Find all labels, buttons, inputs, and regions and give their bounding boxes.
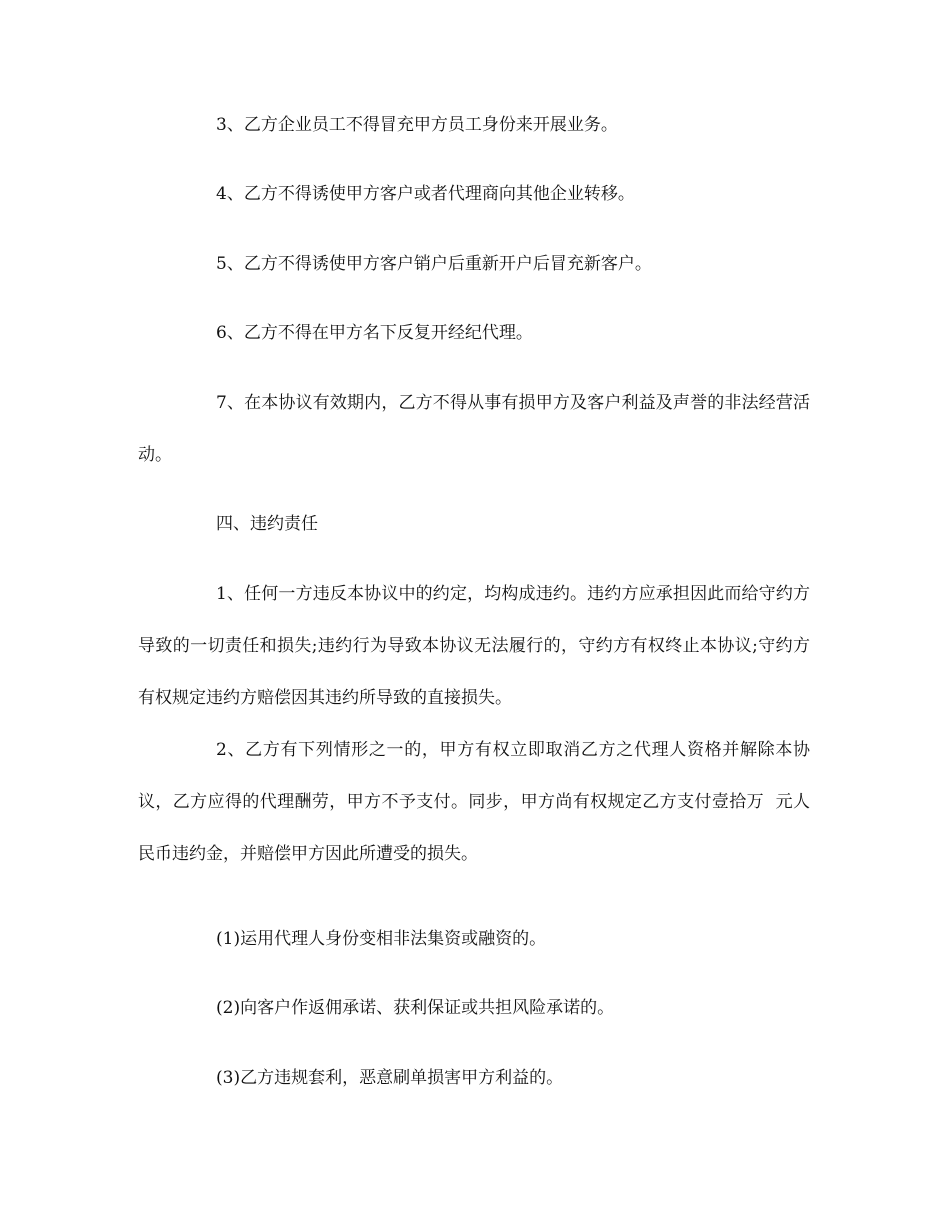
- paragraph-clause-4: 4、乙方不得诱使甲方客户或者代理商向其他企业转移。: [216, 184, 635, 204]
- list-item-breach-case-2: (2)向客户作返佣承诺、获利保证或共担风险承诺的。: [216, 998, 615, 1018]
- paragraph-clause-3: 3、乙方企业员工不得冒充甲方员工身份来开展业务。: [216, 115, 618, 135]
- list-item-breach-case-1: (1)运用代理人身份变相非法集资或融资的。: [216, 929, 547, 949]
- list-item-breach-case-3: (3)乙方违规套利，恶意刷单损害甲方利益的。: [216, 1068, 564, 1088]
- section-heading-breach: 四、违约责任: [216, 514, 318, 534]
- paragraph-clause-5: 5、乙方不得诱使甲方客户销户后重新开户后冒充新客户。: [216, 254, 652, 274]
- paragraph-clause-6: 6、乙方不得在甲方名下反复开经纪代理。: [216, 323, 533, 343]
- paragraph-breach-1: 1、任何一方违反本协议中的约定，均构成违约。违约方应承担因此而给守约方导致的一切责任和损失;违约行为导致本协议无法履行的，守约方有权终止本协议;守约方有权规定违约方赔偿因其违约所导致的直接损失。: [138, 584, 810, 708]
- paragraph-clause-7: 7、在本协议有效期内，乙方不得从事有损甲方及客户利益及声誉的非法经营活动。: [138, 393, 810, 465]
- paragraph-breach-2: 2、乙方有下列情形之一的，甲方有权立即取消乙方之代理人资格并解除本协议，乙方应得的代理酬劳，甲方不予支付。同步，甲方尚有权规定乙方支付壹拾万 元人民币违约金，并赔偿甲方因此所遭受的损失。: [138, 740, 810, 864]
